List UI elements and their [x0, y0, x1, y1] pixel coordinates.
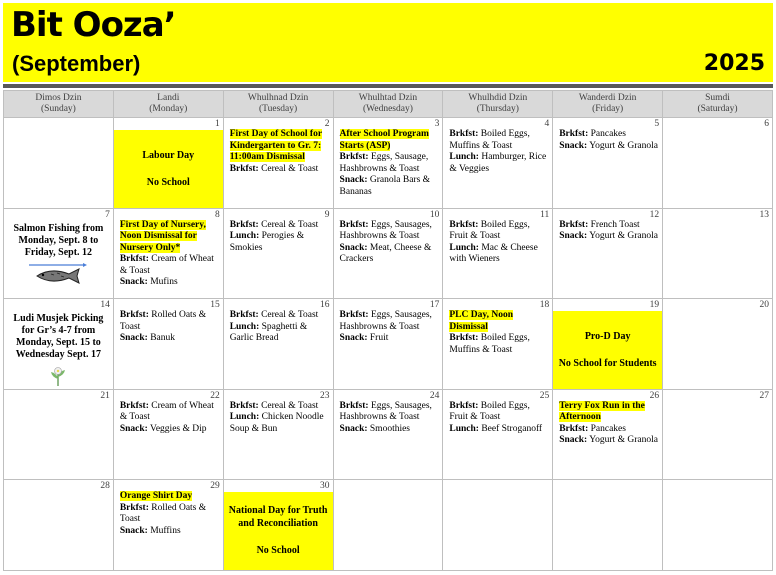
- day-cell-2: 2 First Day of School for Kindergarten to Gr. 7: 11:00am Dismissal Brkfst: Cereal & Toast: [223, 118, 333, 209]
- day-cell-28: 28: [4, 480, 114, 571]
- day-cell-10: 10 Brkfst: Eggs, Sausages, Hashbrowns & Toast Snack: Meat, Cheese & Crackers: [333, 208, 443, 299]
- berry-picking-note: Ludi Musjek Picking for Gr’s 4-7 from Monday, Sept. 15 to Wednesday Sept. 17: [13, 313, 104, 360]
- salmon-fishing-note: Salmon Fishing from Monday, Sept. 8 to Friday, Sept. 12: [13, 222, 104, 258]
- week-row: [4, 389, 773, 480]
- day-cell-9: 9 Brkfst: Cereal & Toast Lunch: Perogies & Smokies: [223, 208, 333, 299]
- week-row: [4, 208, 773, 299]
- event-highlight: Terry Fox Run in the Afternoon: [559, 400, 645, 423]
- year-label: 2025: [703, 51, 765, 76]
- day-cell-17: 17 Brkfst: Eggs, Sausages, Hashbrowns & Toast Snack: Fruit: [333, 299, 443, 390]
- day-cell-16: 16 Brkfst: Cereal & Toast Lunch: Spaghetti & Garlic Bread: [223, 299, 333, 390]
- day-cell-22: 22 Brkfst: Cream of Wheat & Toast Snack: Veggies & Dip: [113, 389, 223, 480]
- day-cell-empty: [663, 480, 773, 571]
- event-highlight: Orange Shirt Day: [119, 491, 193, 501]
- day-cell-20: 20: [663, 299, 773, 390]
- header-banner: [3, 3, 773, 82]
- day-cell-empty: [333, 480, 443, 571]
- event-block: Pro-D Day No School for Students: [553, 311, 662, 389]
- day-cell-26: 26 Terry Fox Run in the Afternoon Brkfst: Pancakes Snack: Yogurt & Granola: [553, 389, 663, 480]
- month-subtitle: (September): [12, 51, 141, 76]
- day-header-thursday: Whulhdid Dzin (Thursday): [443, 91, 553, 118]
- day-cell-14: 14 Ludi Musjek Picking for Gr’s 4-7 from Monday, Sept. 15 to Wednesday Sept. 17: [4, 299, 114, 390]
- week-row: [4, 118, 773, 209]
- day-header-tuesday: Whulhnad Dzin (Tuesday): [223, 91, 333, 118]
- berry-plant-icon: [48, 365, 68, 387]
- event-block: National Day for Truth and Reconciliation No School: [224, 492, 333, 570]
- day-cell-27: 27: [663, 389, 773, 480]
- salmon-fish-icon: [27, 263, 89, 285]
- day-cell-5: 5 Brkfst: Pancakes Snack: Yogurt & Granola: [553, 118, 663, 209]
- day-cell-21: 21: [4, 389, 114, 480]
- day-cell-24: 24 Brkfst: Eggs, Sausages, Hashbrowns & Toast Snack: Smoothies: [333, 389, 443, 480]
- weekday-header-row: [4, 91, 773, 118]
- day-cell-empty: [4, 118, 114, 209]
- header-divider: [3, 84, 773, 88]
- day-cell-empty: [443, 480, 553, 571]
- day-cell-29: 29 Orange Shirt Day Brkfst: Rolled Oats & Toast Snack: Muffins: [113, 480, 223, 571]
- day-cell-13: 13: [663, 208, 773, 299]
- event-highlight: First Day of School for Kindergarten to Gr. 7: 11:00am Dismissal: [229, 129, 323, 163]
- day-header-monday: Landi (Monday): [113, 91, 223, 118]
- day-header-saturday: Sumdi (Saturday): [663, 91, 773, 118]
- page-title: Bit Ooza’: [11, 5, 176, 45]
- day-header-friday: Wanderdi Dzin (Friday): [553, 91, 663, 118]
- day-cell-12: 12 Brkfst: French Toast Snack: Yogurt & Granola: [553, 208, 663, 299]
- day-cell-19: 19 Pro-D Day No School for Students: [553, 299, 663, 390]
- day-cell-1: 1 Labour Day No School: [113, 118, 223, 209]
- week-row: [4, 299, 773, 390]
- day-cell-8: 8 First Day of Nursery, Noon Dismissal for Nursery Only* Brkfst: Cream of Wheat & Toast Snack: Mufins: [113, 208, 223, 299]
- day-cell-30: 30 National Day for Truth and Reconciliation No School: [223, 480, 333, 571]
- day-cell-3: 3 After School Program Starts (ASP) Brkfst: Eggs, Sausage, Hashbrowns & Toast Snack: Granola Bars & Bananas: [333, 118, 443, 209]
- week-row: [4, 480, 773, 571]
- day-header-wednesday: Whulhtad Dzin (Wednesday): [333, 91, 443, 118]
- event-highlight: First Day of Nursery, Noon Dismissal for Nursery Only*: [119, 219, 206, 253]
- day-cell-15: 15 Brkfst: Rolled Oats & Toast Snack: Banuk: [113, 299, 223, 390]
- day-cell-25: 25 Brkfst: Boiled Eggs, Fruit & Toast Lunch: Beef Stroganoff: [443, 389, 553, 480]
- calendar-grid: [3, 90, 773, 571]
- event-highlight: After School Program Starts (ASP): [339, 129, 429, 151]
- event-highlight: PLC Day, Noon Dismissal: [449, 310, 513, 332]
- day-header-sunday: Dimos Dzin (Sunday): [4, 91, 114, 118]
- day-cell-empty: [553, 480, 663, 571]
- day-cell-18: 18 PLC Day, Noon Dismissal Brkfst: Boiled Eggs, Muffins & Toast: [443, 299, 553, 390]
- day-cell-4: 4 Brkfst: Boiled Eggs, Muffins & Toast Lunch: Hamburger, Rice & Veggies: [443, 118, 553, 209]
- day-cell-7: 7 Salmon Fishing from Monday, Sept. 8 to Friday, Sept. 12: [4, 208, 114, 299]
- day-cell-23: 23 Brkfst: Cereal & Toast Lunch: Chicken Noodle Soup & Bun: [223, 389, 333, 480]
- event-block: Labour Day No School: [114, 130, 223, 208]
- day-cell-6: 6: [663, 118, 773, 209]
- day-cell-11: 11 Brkfst: Boiled Eggs, Fruit & Toast Lunch: Mac & Cheese with Wieners: [443, 208, 553, 299]
